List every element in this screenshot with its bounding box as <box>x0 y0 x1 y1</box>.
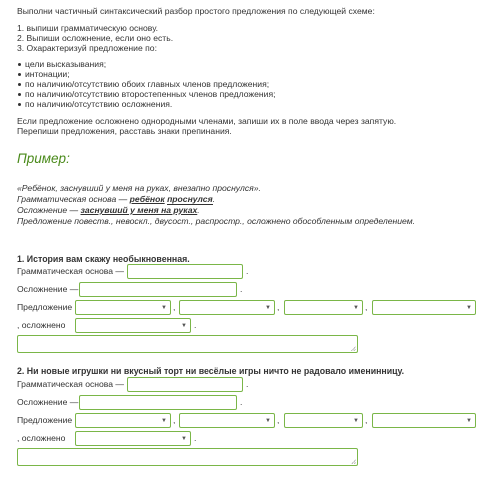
example-basis-period: . <box>212 194 216 204</box>
task-1-complication-label: Осложнение — <box>17 284 79 294</box>
step-2: 2. Выпиши осложнение, если оно есть. <box>17 33 174 43</box>
resize-grip-icon[interactable] <box>351 346 356 351</box>
task-1-select-intonation[interactable] <box>179 300 275 315</box>
chevron-down-icon: ▼ <box>466 305 472 311</box>
task-1-select-purpose[interactable] <box>75 300 171 315</box>
chevron-down-icon: ▼ <box>466 418 472 424</box>
bullet-item: интонации; <box>25 69 70 79</box>
example-title: Пример: <box>17 151 70 166</box>
task-2-period: . <box>194 433 197 443</box>
example-predicate: проснулся <box>167 194 213 204</box>
task-2-select-intonation[interactable] <box>179 413 275 428</box>
bullet-item: цели высказывания; <box>25 59 107 69</box>
task-1-select-complication[interactable] <box>75 318 191 333</box>
example-characteristic: Предложение повеств., невоскл., двусост., распростр., осложнено обособленным определением. <box>17 216 416 226</box>
task-1-period: . <box>194 320 197 330</box>
chevron-down-icon: ▼ <box>161 305 167 311</box>
task-2-basis-input[interactable] <box>127 377 243 392</box>
task-1-basis-label: Грамматическая основа — <box>17 266 125 276</box>
task-2-sentence-label: Предложение <box>17 415 73 425</box>
example-basis <box>17 194 215 205</box>
step-1: 1. выпиши грамматическую основу. <box>17 23 159 33</box>
chevron-down-icon: ▼ <box>265 305 271 311</box>
task-2-complication-label: Осложнение — <box>17 397 79 407</box>
task-2-select-purpose[interactable] <box>75 413 171 428</box>
example-complication <box>17 205 200 216</box>
task-2-comma: , <box>277 415 280 425</box>
chevron-down-icon: ▼ <box>161 418 167 424</box>
task-2-complication-period: . <box>240 397 243 407</box>
bullet-item: по наличию/отсутствию осложнения. <box>25 99 173 109</box>
task-2-basis-label: Грамматическая основа — <box>17 379 125 389</box>
task-2-select-main-members[interactable] <box>284 413 363 428</box>
note-homogeneous: Если предложение осложнено однородными членами, запиши их в поле ввода через запятую. <box>17 116 397 126</box>
chevron-down-icon: ▼ <box>265 418 271 424</box>
task-1-rewrite-textarea[interactable] <box>17 335 358 353</box>
example-complication-label: Осложнение — <box>17 205 81 215</box>
instructions-intro: Выполни частичный синтаксический разбор простого предложения по следующей схеме: <box>17 6 375 16</box>
task-2-comma: , <box>365 415 368 425</box>
example-complication-period: . <box>197 205 200 215</box>
task-2-select-complication[interactable] <box>75 431 191 446</box>
chevron-down-icon: ▼ <box>181 436 187 442</box>
bullet-item: по наличию/отсутствию обоих главных членов предложения; <box>25 79 270 89</box>
example-complication-value: заснувший у меня на руках <box>80 205 198 215</box>
note-punctuation: Перепиши предложения, расставь знаки препинания. <box>17 126 232 136</box>
task-1-basis-input[interactable] <box>127 264 243 279</box>
example-basis-label: Грамматическая основа — <box>17 194 130 204</box>
task-2-title: 2. Ни новые игрушки ни вкусный торт ни весёлые игры ничто не радовало именинницу. <box>17 366 405 376</box>
task-2-complicated-label: , осложнено <box>17 433 66 443</box>
task-1-complication-period: . <box>240 284 243 294</box>
task-1-select-secondary-members[interactable] <box>372 300 476 315</box>
example-subject: ребёнок <box>129 194 165 204</box>
task-1-complication-input[interactable] <box>79 282 237 297</box>
chevron-down-icon: ▼ <box>181 323 187 329</box>
task-1-comma: , <box>173 302 176 312</box>
task-2-select-secondary-members[interactable] <box>372 413 476 428</box>
task-1-comma: , <box>277 302 280 312</box>
task-2-rewrite-textarea[interactable] <box>17 448 358 466</box>
chevron-down-icon: ▼ <box>353 418 359 424</box>
chevron-down-icon: ▼ <box>353 305 359 311</box>
step-3: 3. Охарактеризуй предложение по: <box>17 43 157 53</box>
task-1-title: 1. История вам скажу необыкновенная. <box>17 254 190 264</box>
task-1-sentence-label: Предложение <box>17 302 73 312</box>
task-1-basis-period: . <box>246 266 249 276</box>
task-2-basis-period: . <box>246 379 249 389</box>
resize-grip-icon[interactable] <box>351 459 356 464</box>
bullet-item: по наличию/отсутствию второстепенных членов предложения; <box>25 89 276 99</box>
task-2-complication-input[interactable] <box>79 395 237 410</box>
task-1-select-main-members[interactable] <box>284 300 363 315</box>
example-sentence: «Ребёнок, заснувший у меня на руках, внезапно проснулся». <box>17 183 261 193</box>
task-2-comma: , <box>173 415 176 425</box>
task-1-complicated-label: , осложнено <box>17 320 66 330</box>
task-1-comma: , <box>365 302 368 312</box>
